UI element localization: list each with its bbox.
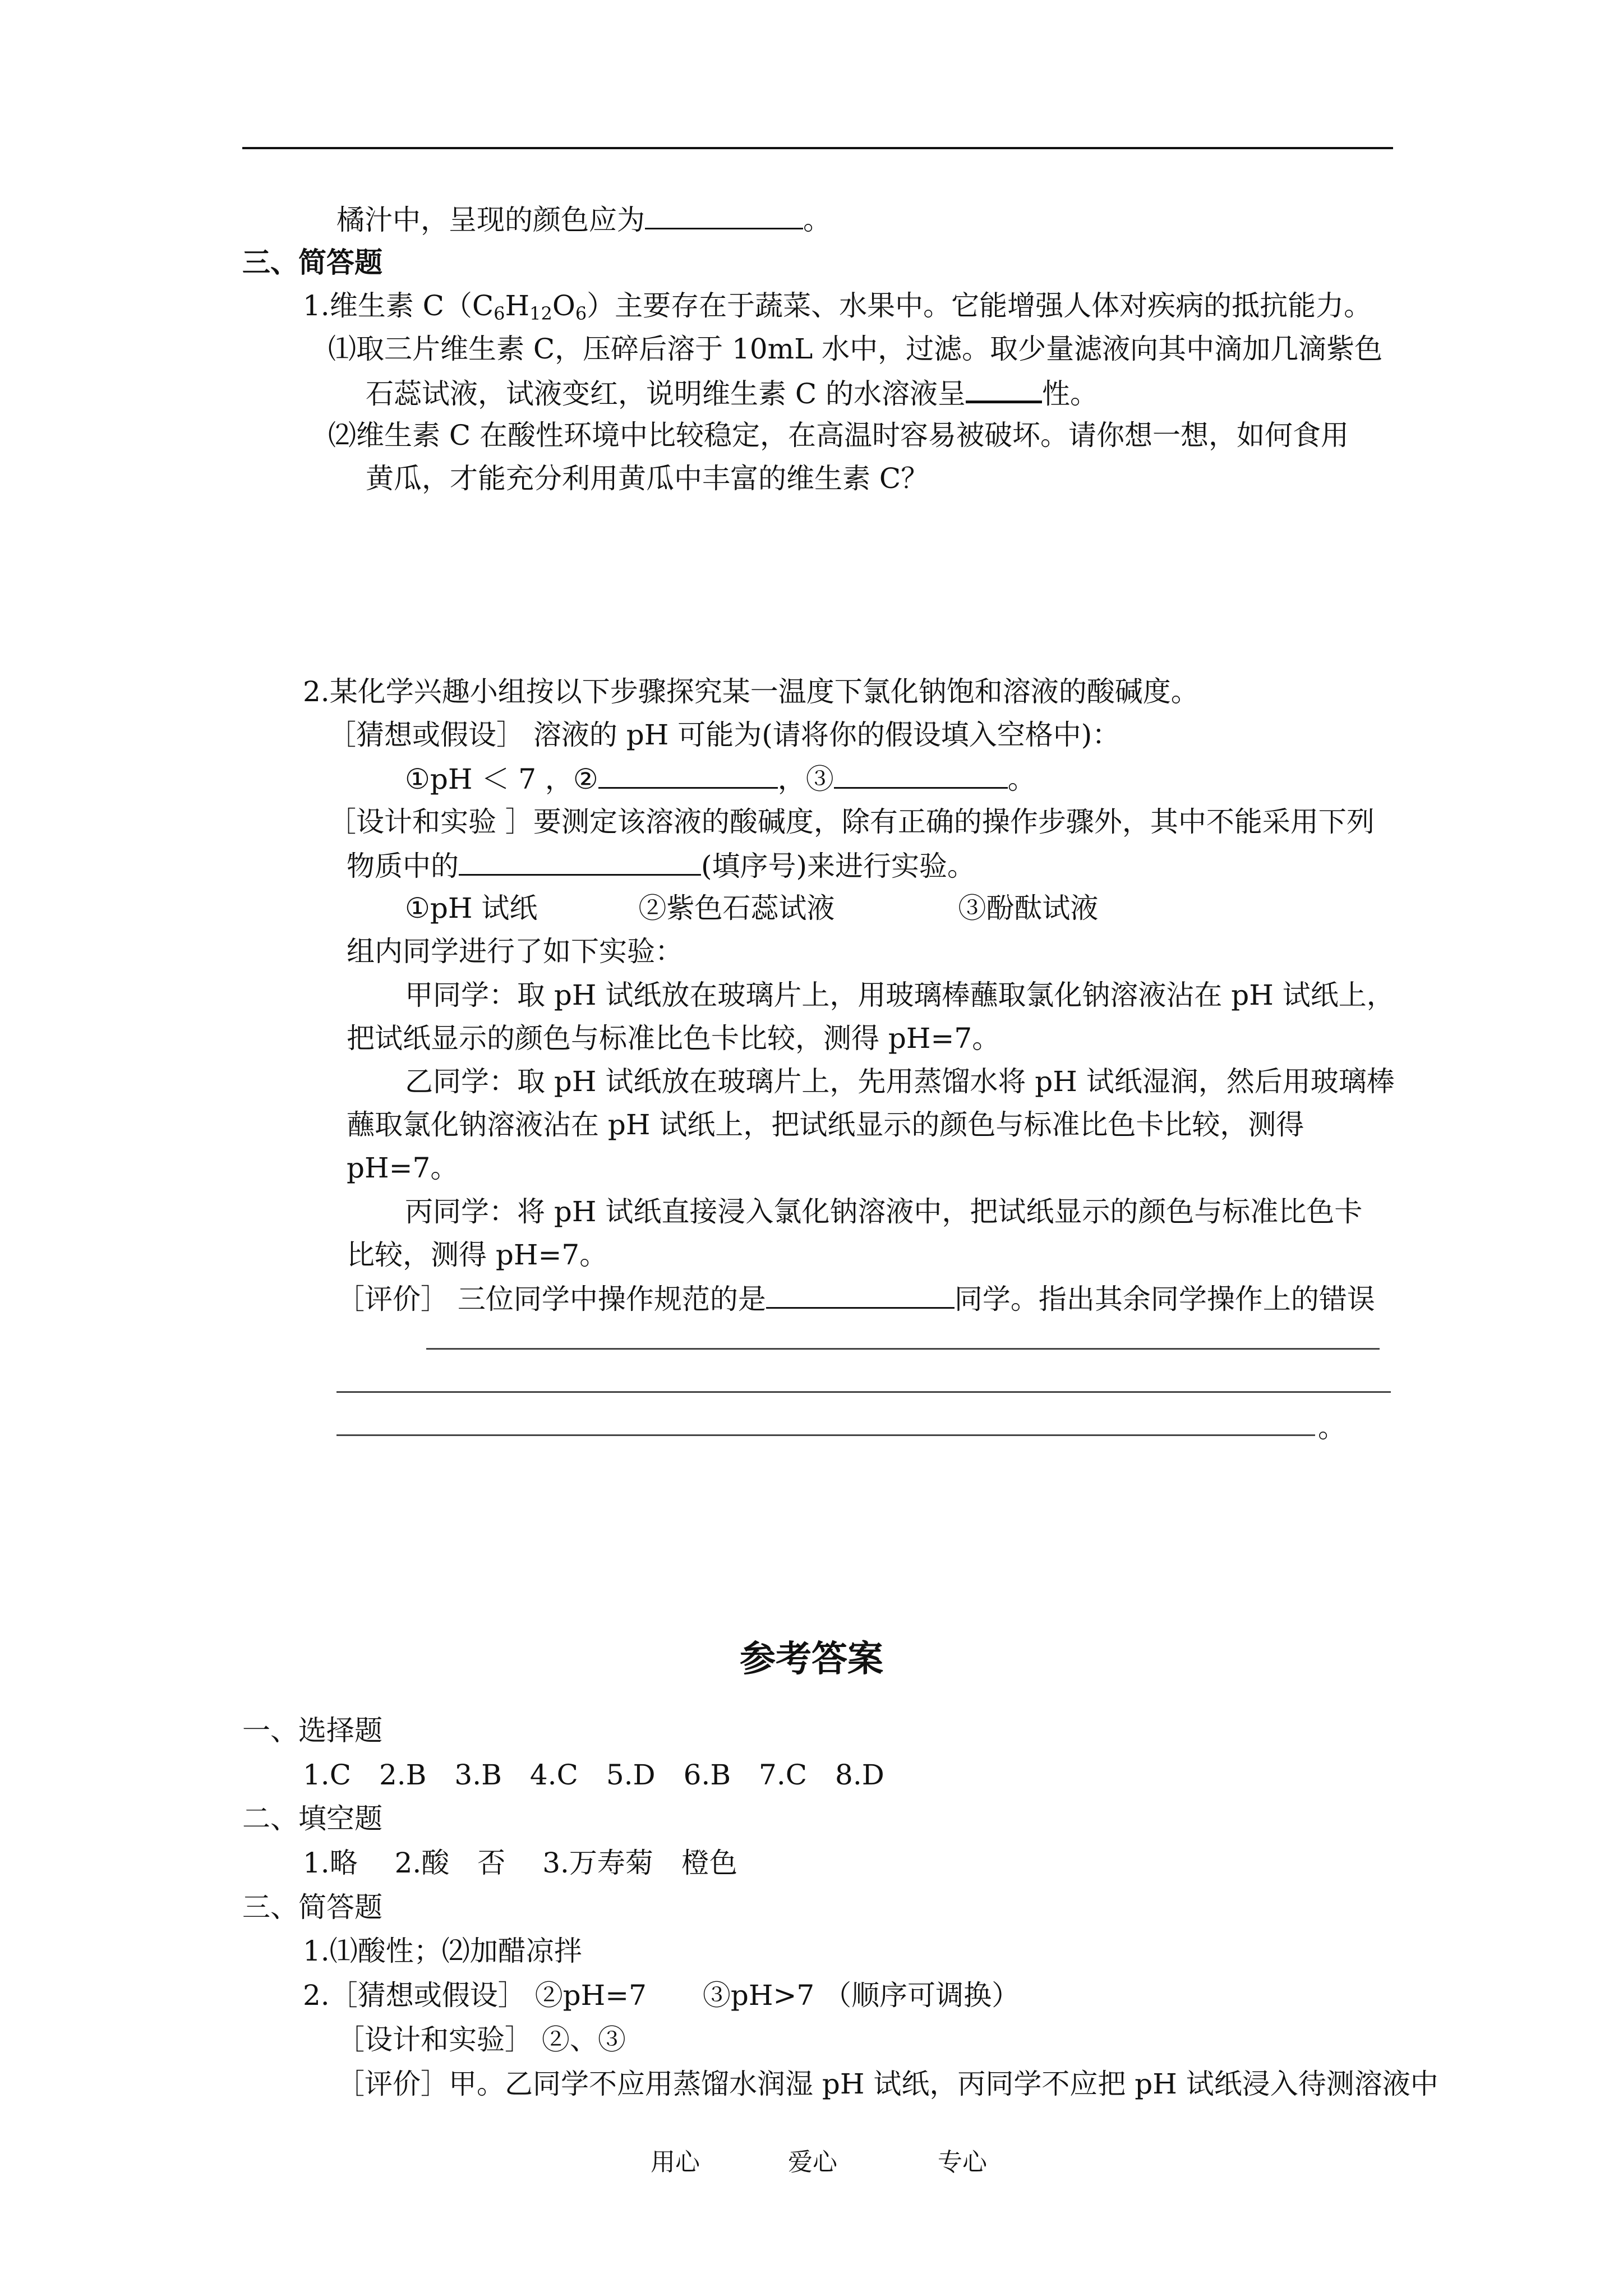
- design-text: (填序号)来进行实验。: [701, 850, 976, 882]
- answer-line: [336, 1434, 1315, 1436]
- q2-hypothesis-line: ［猜想或假设］ 溶液的 pH 可能为(请将你的假设填入空格中)：: [328, 719, 1121, 751]
- answers-section3-q2-hypothesis: 2.［猜想或假设］ ②pH=7 ③pH>7 （顺序可调换）: [303, 1979, 1020, 2012]
- evaluation-text: 同学。指出其余同学操作上的错误: [954, 1283, 1375, 1315]
- answer-line-end: 。: [1318, 1411, 1346, 1444]
- q1-intro: [303, 289, 1372, 323]
- material-option: ①pH 试纸: [405, 892, 538, 924]
- q1-part1-line2: [366, 375, 1098, 411]
- q1-part1-text: 石蕊试液，试液变红，说明维生素 C 的水溶液呈: [366, 378, 966, 410]
- footer-item: 用心: [651, 2148, 700, 2177]
- q2-design-line2: [347, 848, 975, 883]
- q2-hypothesis-options: [405, 761, 1036, 796]
- answer-blank: [645, 202, 803, 229]
- answer-blank: [966, 375, 1042, 403]
- formula-text: O: [552, 289, 575, 322]
- answer-blank: [834, 761, 1008, 789]
- q2-yi-line3: pH=7。: [347, 1152, 459, 1184]
- q1-intro-text: 1.维生素 C（C: [303, 289, 494, 322]
- q2-design-line1: ［设计和实验 ］要测定该溶液的酸碱度，除有正确的操作步骤外，其中不能采用下列: [328, 806, 1375, 838]
- evaluation-text: ［评价］ 三位同学中操作规范的是: [336, 1283, 766, 1315]
- q2-yi-line2: 蘸取氯化钠溶液沾在 pH 试纸上，把试纸显示的颜色与标准比色卡比较，测得: [347, 1108, 1304, 1141]
- formula-text: H: [505, 289, 530, 322]
- q2-yi-line1: 乙同学：取 pH 试纸放在玻璃片上，先用蒸馏水将 pH 试纸湿润，然后用玻璃棒: [405, 1065, 1395, 1098]
- formula-subscript: 6: [494, 303, 505, 324]
- q2-evaluation: [336, 1281, 1375, 1316]
- answers-section2-heading: 二、填空题: [242, 1802, 382, 1835]
- prev-question-end: 。: [803, 204, 831, 236]
- answers-section3-q2-evaluation: ［评价］甲。乙同学不应用蒸馏水润湿 pH 试纸，丙同学不应把 pH 试纸浸入待测溶液中: [336, 2068, 1438, 2100]
- answers-section2: 1.略 2.酸 否 3.万寿菊 橙色: [303, 1847, 737, 1879]
- q2-group-line: 组内同学进行了如下实验：: [347, 935, 683, 968]
- answers-section3-q2-design: ［设计和实验］ ②、③: [336, 2023, 626, 2056]
- answers-section1: 1.C 2.B 3.B 4.C 5.D 6.B 7.C 8.D: [303, 1759, 884, 1791]
- hypothesis-option: ①pH ＜ 7 ，②: [405, 763, 598, 795]
- q2-jia-line1: 甲同学：取 pH 试纸放在玻璃片上，用玻璃棒蘸取氯化钠溶液沾在 pH 试纸上，: [405, 979, 1395, 1011]
- q1-part2-line1: ⑵维生素 C 在酸性环境中比较稳定，在高温时容易被破坏。请你想一想，如何食用: [328, 419, 1349, 452]
- q2-bing-line2: 比较，测得 pH=7。: [347, 1239, 608, 1271]
- header-rule: [242, 147, 1393, 149]
- answers-section3-q1: 1.⑴酸性；⑵加醋凉拌: [303, 1935, 582, 1967]
- q1-part1-end: 性。: [1042, 378, 1099, 410]
- section-heading: 三、简答题: [242, 246, 382, 279]
- prev-question-tail: [336, 202, 831, 237]
- footer-item: 爱心: [788, 2148, 837, 2177]
- q1-part2-line2: 黄瓜，才能充分利用黄瓜中丰富的维生素 C？: [366, 462, 929, 495]
- answers-section1-heading: 一、选择题: [242, 1714, 382, 1747]
- answer-blank: [459, 848, 701, 876]
- answer-line: [336, 1391, 1391, 1393]
- answers-section3-heading: 三、简答题: [242, 1891, 382, 1924]
- prev-question-text: 橘汁中，呈现的颜色应为: [336, 204, 645, 236]
- answer-blank: [766, 1281, 955, 1309]
- q1-part1-line1: ⑴取三片维生素 C，压碎后溶于 10mL 水中，过滤。取少量滤液向其中滴加几滴紫色: [328, 333, 1383, 365]
- q2-jia-line2: 把试纸显示的颜色与标准比色卡比较，测得 pH=7。: [347, 1022, 1000, 1055]
- hypothesis-option: ，③: [777, 763, 834, 795]
- q2-materials: [405, 891, 1098, 925]
- q1-intro-text: ）主要存在于蔬菜、水果中。它能增强人体对疾病的抵抗能力。: [587, 289, 1372, 322]
- q2-intro: 2.某化学兴趣小组按以下步骤探究某一温度下氯化钠饱和溶液的酸碱度。: [303, 675, 1199, 708]
- formula-subscript: 12: [529, 303, 552, 324]
- answers-title: 参考答案: [740, 1638, 883, 1680]
- footer-item: 专心: [938, 2148, 987, 2177]
- q2-bing-line1: 丙同学：将 pH 试纸直接浸入氯化钠溶液中，把试纸显示的颜色与标准比色卡: [405, 1195, 1363, 1228]
- answer-line: [426, 1348, 1380, 1350]
- formula-subscript: 6: [575, 303, 587, 324]
- material-option: ②紫色石蕊试液: [638, 892, 835, 924]
- material-option: ③酚酞试液: [958, 892, 1099, 924]
- hypothesis-end: 。: [1007, 763, 1036, 795]
- answer-blank: [598, 761, 778, 789]
- design-text: 物质中的: [347, 850, 459, 882]
